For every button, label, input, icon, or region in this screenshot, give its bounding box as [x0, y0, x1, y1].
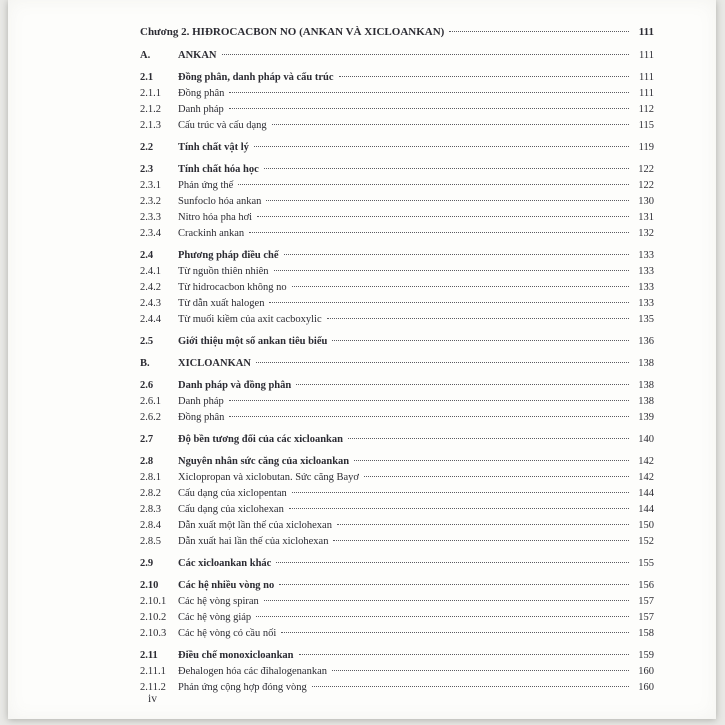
toc-entry-title: Từ muối kiềm của axit cacboxylic	[178, 314, 322, 325]
toc-entry-page: 157	[638, 596, 654, 607]
toc-entry-number: 2.8.3	[140, 504, 161, 515]
toc-entry	[140, 356, 654, 372]
toc-entry	[140, 556, 654, 572]
toc-entry-page: 156	[638, 580, 654, 591]
toc-entry-page: 152	[638, 536, 654, 547]
dotted-leader	[266, 200, 629, 201]
dotted-leader	[229, 108, 629, 109]
toc-entry	[140, 264, 654, 280]
toc-entry-title: Danh pháp	[178, 104, 224, 115]
dotted-leader	[449, 31, 629, 32]
toc-entry-page: 138	[638, 396, 654, 407]
toc-entry-title: Đồng phân	[178, 412, 225, 423]
toc-entry-page: 112	[638, 104, 654, 115]
toc-entry	[140, 194, 654, 210]
toc-entry-title: Dẫn xuất một lần thế của xiclohexan	[178, 520, 332, 531]
dotted-leader	[332, 670, 629, 671]
dotted-leader	[292, 286, 629, 287]
dotted-leader	[229, 400, 629, 401]
toc-entry-page: 142	[638, 472, 654, 483]
toc-entry-page: 150	[638, 520, 654, 531]
dotted-leader	[229, 416, 629, 417]
toc-entry-title: Phản ứng cộng hợp đóng vòng	[178, 682, 307, 693]
toc-entry-page: 133	[638, 282, 654, 293]
toc-entry	[140, 312, 654, 328]
toc-entry	[140, 102, 654, 118]
toc-entry-number: 2.10	[140, 580, 159, 591]
toc-entry-page: 135	[638, 314, 654, 325]
dotted-leader	[256, 616, 629, 617]
toc-entry	[140, 334, 654, 350]
toc-entry-number: 2.4.2	[140, 282, 161, 293]
toc-entry-title: Đồng phân	[178, 88, 225, 99]
toc-entry-number: 2.7	[140, 434, 154, 445]
toc-entry-page: 133	[638, 298, 654, 309]
toc-entry-page: 144	[638, 504, 654, 515]
folio-page-number: iv	[148, 693, 157, 705]
toc-entry	[140, 648, 654, 664]
toc-entry-number: 2.6.1	[140, 396, 161, 407]
toc-entry-number: 2.1.1	[140, 88, 161, 99]
dotted-leader	[257, 216, 629, 217]
toc-entry-page: 142	[638, 456, 654, 467]
toc-entry-title: Tính chất hóa học	[178, 164, 259, 175]
toc-entry	[140, 518, 654, 534]
toc-entry-page: 133	[638, 250, 654, 261]
toc-entry-number: 2.1.3	[140, 120, 161, 131]
toc-entry	[140, 24, 654, 40]
toc-entry-number: 2.6	[140, 380, 154, 391]
toc-entry	[140, 664, 654, 680]
toc-entry-number: 2.2	[140, 142, 154, 153]
toc-entry-title: Crackinh ankan	[178, 228, 245, 239]
dotted-leader	[279, 584, 629, 585]
toc-entry	[140, 394, 654, 410]
toc-entry-page: 111	[639, 88, 654, 99]
toc-entry-number: 2.9	[140, 558, 154, 569]
dotted-leader	[264, 168, 629, 169]
toc-entry-number: 2.8.1	[140, 472, 161, 483]
dotted-leader	[312, 686, 629, 687]
toc-entry-number: 2.10.2	[140, 612, 167, 623]
toc-entry-number: 2.1.2	[140, 104, 161, 115]
toc-entry-title: Danh pháp và đồng phân	[178, 380, 292, 391]
toc-entry-number: 2.4.3	[140, 298, 161, 309]
toc-entry-title: Các hệ vòng spiran	[178, 596, 259, 607]
dotted-leader	[364, 476, 629, 477]
toc-entry-title: Cấu trúc và cấu dạng	[178, 120, 267, 131]
toc-entry-title: Danh pháp	[178, 396, 224, 407]
toc-entry-page: 111	[639, 72, 654, 83]
toc-entry	[140, 162, 654, 178]
toc-entry	[140, 86, 654, 102]
toc-entry-title: Từ hidrocacbon không no	[178, 282, 287, 293]
toc-entry-page: 133	[638, 266, 654, 277]
dotted-leader	[327, 318, 629, 319]
dotted-leader	[332, 340, 629, 341]
toc-entry	[140, 140, 654, 156]
toc-entry-page: 111	[639, 50, 654, 61]
toc-entry-page: 115	[638, 120, 654, 131]
toc-entry	[140, 118, 654, 134]
toc-entry-page: 138	[638, 380, 654, 391]
dotted-leader	[337, 524, 629, 525]
dotted-leader	[254, 146, 629, 147]
dotted-leader	[256, 362, 629, 363]
toc-entry-page: 139	[638, 412, 654, 423]
toc-entry-title: Phản ứng thế	[178, 180, 234, 191]
toc-entry-title: Cấu dạng của xiclohexan	[178, 504, 284, 515]
toc-entry-page: 159	[638, 650, 654, 661]
toc-entry	[140, 296, 654, 312]
dotted-leader	[333, 540, 629, 541]
toc-entry-number: 2.6.2	[140, 412, 161, 423]
toc-entry	[140, 248, 654, 264]
toc-entry-title: ANKAN	[178, 50, 217, 61]
toc-entry-number: 2.4.4	[140, 314, 161, 325]
page-footer	[148, 693, 157, 705]
toc-entry	[140, 432, 654, 448]
toc-entry-number: 2.3.1	[140, 180, 161, 191]
toc-entry-page: 144	[638, 488, 654, 499]
toc-entry	[140, 470, 654, 486]
dotted-leader	[284, 254, 629, 255]
toc-entry	[140, 486, 654, 502]
dotted-leader	[274, 270, 629, 271]
toc-entry-number: 2.4.1	[140, 266, 161, 277]
toc-entry-number: 2.3.2	[140, 196, 161, 207]
toc-entry	[140, 378, 654, 394]
toc-entry-page: 158	[638, 628, 654, 639]
toc-entry-title: Chương 2. HIĐROCACBON NO (ANKAN VÀ XICLOANKAN)	[140, 26, 445, 38]
toc-entry-number: 2.5	[140, 336, 154, 347]
toc-entry-page: 160	[638, 682, 654, 693]
dotted-leader	[354, 460, 629, 461]
toc-entry-title: Các hệ vòng có cầu nối	[178, 628, 277, 639]
dotted-leader	[339, 76, 629, 77]
toc-entry-title: Phương pháp điều chế	[178, 250, 279, 261]
toc-entry-title: Sunfoclo hóa ankan	[178, 196, 262, 207]
toc-entry-title: Từ dẫn xuất halogen	[178, 298, 265, 309]
toc-entry	[140, 410, 654, 426]
toc-entry-number: 2.8.5	[140, 536, 161, 547]
dotted-leader	[281, 632, 629, 633]
toc-entry-title: Các xicloankan khác	[178, 558, 272, 569]
toc-entry-title: Xiclopropan và xiclobutan. Sức căng Bayơ	[178, 472, 359, 483]
toc-entry	[140, 454, 654, 470]
toc-entry	[140, 534, 654, 550]
toc-entry-number: 2.10.3	[140, 628, 167, 639]
toc-entry	[140, 610, 654, 626]
toc-entry-number: 2.11.1	[140, 666, 166, 677]
toc-entry-page: 157	[638, 612, 654, 623]
dotted-leader	[296, 384, 629, 385]
toc-entry-number: 2.3	[140, 164, 154, 175]
dotted-leader	[269, 302, 629, 303]
dotted-leader	[249, 232, 629, 233]
toc-entry-page: 138	[638, 358, 654, 369]
dotted-leader	[348, 438, 629, 439]
toc-entry-title: Từ nguồn thiên nhiên	[178, 266, 269, 277]
toc-entry-page: 119	[638, 142, 654, 153]
toc-entry-page: 160	[638, 666, 654, 677]
toc-entry-page: 136	[638, 336, 654, 347]
toc-entry-number: 2.1	[140, 72, 154, 83]
toc-entry	[140, 502, 654, 518]
toc-entry-title: Đồng phân, danh pháp và cấu trúc	[178, 72, 334, 83]
toc-entry-page: 132	[638, 228, 654, 239]
toc-entry-title: Cấu dạng của xiclopentan	[178, 488, 287, 499]
toc-entry	[140, 226, 654, 242]
toc-entry-number: 2.4	[140, 250, 154, 261]
toc-entry-title: Các hệ nhiều vòng no	[178, 580, 275, 591]
toc-entry-number: 2.3.4	[140, 228, 161, 239]
toc-entry-title: Giới thiệu một số ankan tiêu biểu	[178, 336, 328, 347]
toc-entry-number: B.	[140, 358, 150, 369]
toc-entry-number: 2.8.4	[140, 520, 161, 531]
toc-entry	[140, 594, 654, 610]
toc-entry-title: Nguyên nhân sức căng của xicloankan	[178, 456, 350, 467]
toc-entry-title: Dẫn xuất hai lần thế của xiclohexan	[178, 536, 329, 547]
toc-entry-number: 2.3.3	[140, 212, 161, 223]
toc-entry-number: 2.11.2	[140, 682, 166, 693]
toc-entry-title: Điều chế monoxicloankan	[178, 650, 294, 661]
toc-entry	[140, 578, 654, 594]
toc-entry-number: 2.11	[140, 650, 158, 661]
dotted-leader	[222, 54, 630, 55]
toc-entry	[140, 70, 654, 86]
toc-entry-number: 2.8.2	[140, 488, 161, 499]
dotted-leader	[229, 92, 629, 93]
toc-entry-page: 130	[638, 196, 654, 207]
toc-entry	[140, 210, 654, 226]
toc-entry-title: Nitro hóa pha hơi	[178, 212, 253, 223]
toc-entry	[140, 178, 654, 194]
toc-entry-title: Tính chất vật lý	[178, 142, 249, 153]
toc-entry-number: A.	[140, 50, 151, 61]
toc-entry	[140, 626, 654, 642]
toc-entry-page: 122	[638, 180, 654, 191]
dotted-leader	[289, 508, 629, 509]
table-of-contents	[140, 24, 654, 696]
toc-entry-page: 131	[638, 212, 654, 223]
toc-entry-title: Các hệ vòng giáp	[178, 612, 252, 623]
toc-entry-number: 2.10.1	[140, 596, 167, 607]
dotted-leader	[272, 124, 629, 125]
toc-entry	[140, 280, 654, 296]
toc-entry-page: 111	[638, 26, 654, 38]
dotted-leader	[292, 492, 629, 493]
toc-entry-title: Độ bền tương đối của các xicloankan	[178, 434, 343, 445]
toc-entry-title: Đehalogen hóa các đihalogenankan	[178, 666, 327, 677]
toc-entry-page: 122	[638, 164, 654, 175]
toc-entry-number: 2.8	[140, 456, 154, 467]
dotted-leader	[299, 654, 629, 655]
toc-entry-title: XICLOANKAN	[178, 358, 251, 369]
toc-entry	[140, 680, 654, 696]
dotted-leader	[264, 600, 629, 601]
toc-entry-page: 155	[638, 558, 654, 569]
book-page	[8, 0, 716, 719]
dotted-leader	[276, 562, 629, 563]
toc-entry	[140, 48, 654, 64]
dotted-leader	[238, 184, 629, 185]
toc-entry-page: 140	[638, 434, 654, 445]
